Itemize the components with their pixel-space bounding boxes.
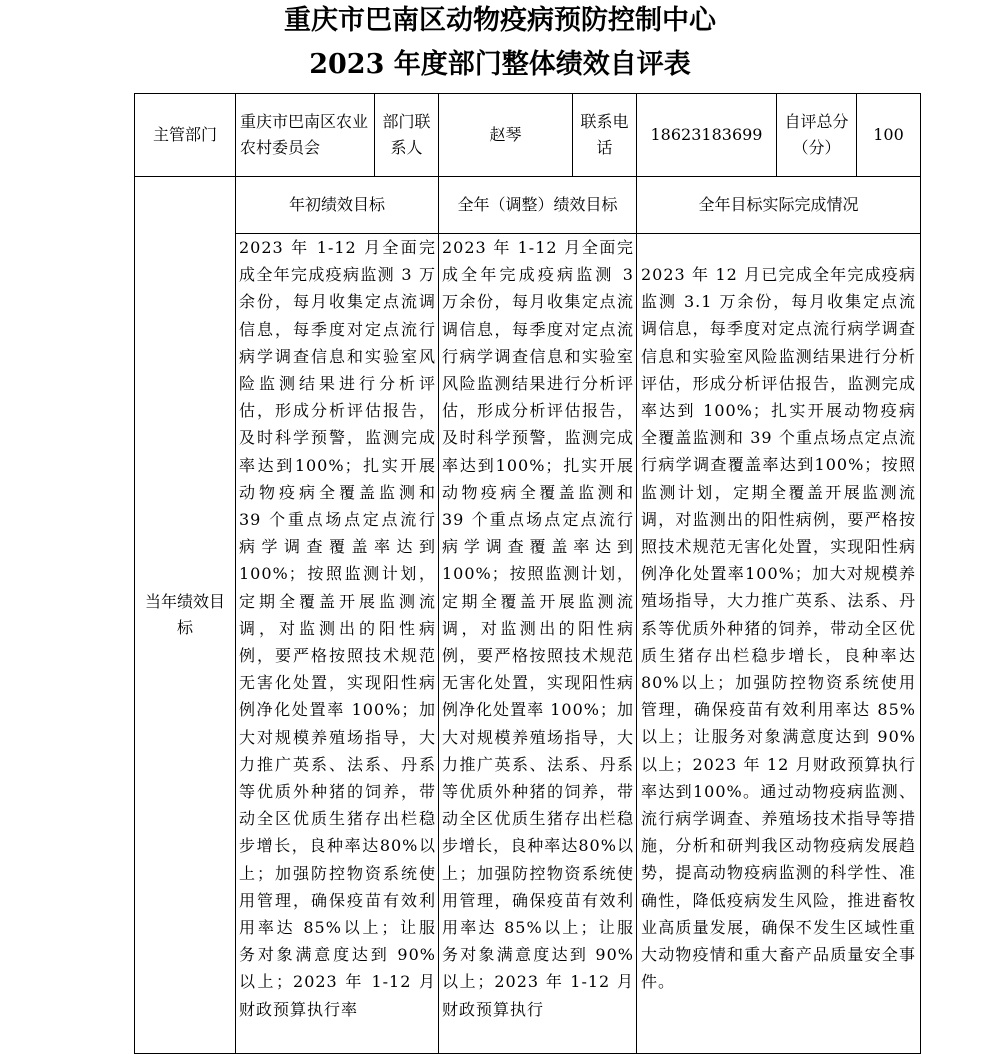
goals-header-row — [135, 177, 921, 234]
phone-value: 18623183699 — [637, 94, 777, 177]
actual-completion-text: 2023 年 12 月已完成全年完成疫病监测 3.1 万余份，每月收集定点流调信息，每季度对定点流行病学调查信息和实验室风险监测结果进行分析评估，形成分析评估报告，监测完成率达到 100%；扎实开展动物疫病全覆盖监测和 39 个重点场点定点流行病学调查覆盖率达到100%；按照监测计划，定期全覆盖开展监测流调，对监测出的阳性病例，要严格按照技术规范无害化处置，实现阳性病例净化处置率100%；加大对规模养殖场指导，大力推广英系、法系、丹系等优质外种猪的饲养，带动全区优质生猪存出栏稳步增长，良种率达 80%以上；加强防控物资系统使用管理，确保疫苗有效利用率达 85%以上；让服务对象满意度达到 90%以上；2023 年 12 月财政预算执行率达到100%。通过动物疫病监测、流行病学调查、养殖场技术指导等措施，分析和研判我区动物疫病发展趋势，提高动物疫病监测的科学性、准确性，降低疫病发生风险，推进畜牧业高质量发展，确保不发生区域性重大动物疫情和重大畜产品质量安全事件。 — [637, 234, 921, 1054]
score-label: 自评总分（分） — [777, 94, 857, 177]
page-title: 重庆市巴南区动物疫病预防控制中心 — [284, 5, 716, 36]
contact-value: 赵琴 — [439, 94, 573, 177]
dept-label: 主管部门 — [135, 94, 236, 177]
col-adjusted-goal: 全年（调整）绩效目标 — [439, 177, 637, 234]
initial-goal-text: 2023 年 1-12 月全面完成全年完成疫病监测 3 万余份，每月收集定点流调信息，每季度对定点流行病学调查信息和实验室风险监测结果进行分析评估，形成分析评估报告，及时科学预警，监测完成率达到100%；扎实开展动物疫病全覆盖监测和 39 个重点场点定点流行病学调查覆盖率达到 100%；按照监测计划，定期全覆盖开展监测流调，对监测出的阳性病例，要严格按照技术规范无害化处置，实现阳性病例净化处置率 100%；加大对规模养殖场指导，大力推广英系、法系、丹系等优质外种猪的饲养，带动全区优质生猪存出栏稳步增长，良种率达80%以上；加强防控物资系统使用管理，确保疫苗有效利用率达 85%以上；让服务对象满意度达到 90%以上；2023 年 1-12 月财政预算执行率 — [236, 234, 439, 1054]
score-value: 100 — [857, 94, 921, 177]
evaluation-table — [134, 93, 921, 1054]
goals-content-row — [135, 234, 921, 1054]
page-subtitle: 2023 年度部门整体绩效自评表 — [309, 49, 691, 80]
dept-value: 重庆市巴南区农业农村委员会 — [236, 94, 375, 177]
col-actual-completion: 全年目标实际完成情况 — [637, 177, 921, 234]
phone-label: 联系电话 — [573, 94, 637, 177]
contact-label: 部门联系人 — [375, 94, 439, 177]
adjusted-goal-text: 2023 年 1-12 月全面完成全年完成疫病监测 3 万余份，每月收集定点流调信息，每季度对定点流行病学调查信息和实验室风险监测结果进行分析评估，形成分析评估报告，及时科学预警，监测完成率达到100%；扎实开展动物疫病全覆盖监测和 39 个重点场点定点流行病学调查覆盖率达到 100%；按照监测计划，定期全覆盖开展监测流调，对监测出的阳性病例，要严格按照技术规范无害化处置，实现阳性病例净化处置率 100%；加大对规模养殖场指导，大力推广英系、法系、丹系等优质外种猪的饲养，带动全区优质生猪存出栏稳步增长，良种率达80%以上；加强防控物资系统使用管理，确保疫苗有效利用率达 85%以上；让服务对象满意度达到 90%以上；2023 年 1-12 月财政预算执行 — [439, 234, 637, 1054]
col-initial-goal: 年初绩效目标 — [236, 177, 439, 234]
goals-row-label: 当年绩效目标 — [135, 177, 236, 1054]
header-row — [135, 94, 921, 177]
